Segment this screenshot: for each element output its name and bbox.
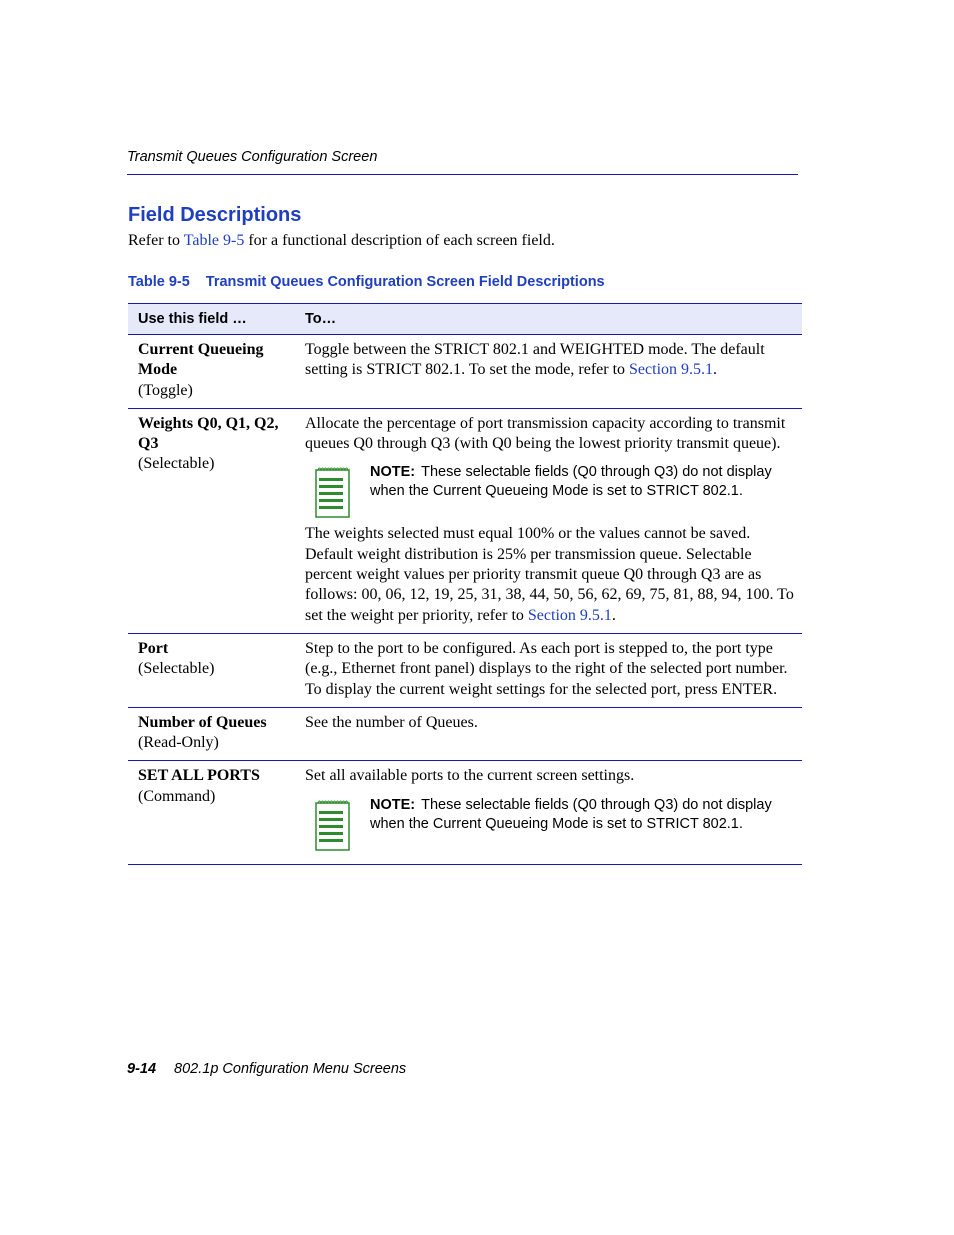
table-row [128,633,802,707]
note-label: NOTE: [370,796,416,813]
column-header-description: To… [296,304,802,335]
section-link[interactable]: Section 9.5.1 [527,606,612,624]
field-type: (Selectable) [138,660,215,678]
note-text: These selectable fields (Q0 through Q3) do not display when the Current Queueing Mode is set to STRICT 802.1. [370,464,772,500]
field-cell [128,761,296,864]
notepad-icon [315,799,351,851]
note-box [305,463,796,515]
field-type: (Selectable) [138,455,215,473]
field-cell [128,335,296,409]
description-cell [296,633,802,707]
table-row [128,335,802,409]
note-label: NOTE: [370,464,416,481]
description-text [305,340,796,381]
table-row [128,761,802,864]
description-cell [296,761,802,864]
section-link[interactable]: Section 9.5.1 [629,361,714,379]
page-number: 9-14 [127,1061,157,1077]
chapter-title: 802.1p Configuration Menu Screens [174,1061,407,1077]
description-text: Step to the port to be configured. As each port is stepped to, the port type (e.g., Ethernet front panel) displays to the right of the selected port number. To display the current weight settings for the selected port, press ENTER. [305,639,788,698]
table-caption-title: Transmit Queues Configuration Screen Field Descriptions [205,274,605,290]
field-name: Number of Queues [138,713,267,731]
table-row [128,408,802,633]
section-title: Field Descriptions [128,204,302,226]
field-type: (Command) [138,787,216,805]
description-text-before: The weights selected must equal 100% or the values cannot be saved. Default weight distribution is 25% per transmission queue. Selectable percent weight values per priority transmit queue Q0 through Q3 are as follows: 00, 06, 12, 19, 25, 31, 38, 44, 50, 56, 62, 69, 75, 81, 88, 94, 100. To set the weight per priority, refer to [305,525,794,624]
table-caption-number: Table 9-5 [128,274,190,290]
field-cell [128,408,296,633]
field-type: (Read-Only) [138,734,219,752]
field-type: (Toggle) [138,381,193,399]
description-cell [296,707,802,761]
description-text-after: . [713,361,718,379]
notepad-icon [315,466,351,518]
description-text-before: Toggle between the STRICT 802.1 and WEIGHTED mode. The default setting is STRICT 802.1. To set the mode, refer to [305,341,765,379]
table-caption [128,274,605,290]
note-box [305,796,796,848]
page-footer [127,1061,406,1077]
field-name: Weights Q0, Q1, Q2, Q3 [138,414,279,453]
description-cell [296,335,802,409]
running-header: Transmit Queues Configuration Screen [127,149,378,165]
description-text-2 [305,524,796,625]
intro-paragraph [128,232,555,250]
description-text: Allocate the percentage of port transmission capacity according to transmit queues Q0 through Q3 (with Q0 being the lowest priority transmit queue). [305,414,786,453]
table-row [128,707,802,761]
description-cell [296,408,802,633]
note-text: These selectable fields (Q0 through Q3) do not display when the Current Queueing Mode is set to STRICT 802.1. [370,796,772,832]
field-name: Current Queueing Mode [138,341,264,379]
header-rule [127,174,798,175]
table-header-row [128,304,802,335]
field-name: SET ALL PORTS [138,767,260,785]
field-cell [128,707,296,761]
description-text: See the number of Queues. [305,713,478,731]
intro-text-after: for a functional description of each screen field. [244,232,555,249]
field-cell [128,633,296,707]
field-name: Port [138,639,169,657]
table-link[interactable]: Table 9-5 [183,232,245,249]
column-header-field: Use this field … [128,304,296,335]
intro-text-before: Refer to [128,232,184,249]
description-text: Set all available ports to the current screen settings. [305,767,635,785]
field-descriptions-table [128,303,802,865]
description-text-after: . [611,606,616,624]
